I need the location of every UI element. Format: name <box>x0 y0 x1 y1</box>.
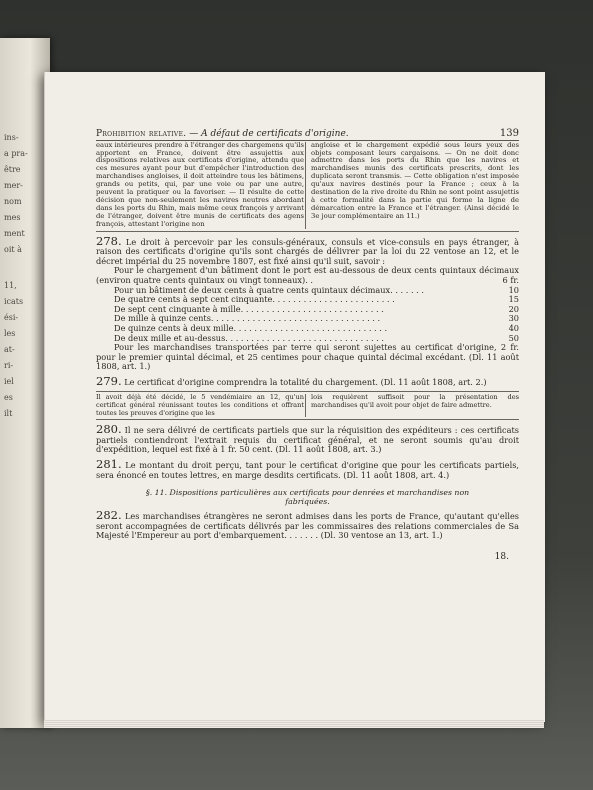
article-text: Le droit à percevoir par les consuls-généraux, consuls et vice-consuls en pays étranger, à raison des certificats d'origine qu'ils sont chargés de délivrer par la loi du 22 ventose an 12, et le décret impérial du 25 novembre 1807, est fixé ainsi qu'il suit, savoir : <box>96 236 519 266</box>
left-page-fragment: nom <box>4 197 22 206</box>
left-page-fragment: mer- <box>4 181 23 190</box>
rate-label: De quatre cents à sept cent cinquante. . . . . . . . . . . . . . . . . . . . . . . . <box>114 294 395 305</box>
note-right-column: lois requièrent suffisoit pour la présentation des marchandises qu'il avoit pour objet de faire admettre. <box>305 394 519 417</box>
rate-label: De mille à quinze cents. . . . . . . . . . . . . . . . . . . . . . . . . . . . . . . . . <box>114 313 381 324</box>
left-page-fragment: mes <box>4 213 21 222</box>
intro-note <box>96 142 519 232</box>
rate-table <box>96 286 519 344</box>
rate-lead-label: Pour le chargement d'un bâtiment dont le port est au-dessous de deux cents quintaux décimaux (environ quatre cents quintaux ou vingt tonneaux). . <box>96 265 519 285</box>
intro-left-column: eaux intérieures prendre à l'étranger des chargemens qu'ils apportent en France, doivent être assujettis aux dispositions relatives aux certificats d'origine, attendu que ces mesures ayant pour but d'empêcher l'introduction des marchandises angloises, il doit atteindre tous les bâtimens, grands ou petits, qui, par une voie ou par une autre, peuvent la pratiquer ou la favoriser. — Il résulte de cette décision que non-seulement les navires neutres abordant dans les ports du Rhin, mais même ceux françois y arrivant de l'étranger, doivent être munis de certificats des agens françois, attestant l'origine non <box>96 140 304 228</box>
rate-value: 50 <box>508 332 519 343</box>
left-page-fragment: a pra- <box>4 149 28 158</box>
left-page-fragment: ési- <box>4 313 19 322</box>
article-number: 280. <box>96 422 122 437</box>
left-page-fragment: ri- <box>4 361 14 370</box>
article-number: 278. <box>96 233 122 248</box>
left-page-fragment: es <box>4 393 13 402</box>
article-278 <box>96 233 519 372</box>
page-block-edge <box>44 720 544 728</box>
left-page-edge <box>0 38 50 728</box>
page-number: 139 <box>499 128 519 139</box>
note-left-column: Il avoit déjà été décidé, le 5 vendémiaire an 12, qu'un certificat général réunissant toutes les conditions et offrant toutes les preuves d'origine que les <box>96 393 304 417</box>
rate-value: 40 <box>508 322 519 333</box>
rate-value: 30 <box>508 313 519 324</box>
left-page-fragment: at- <box>4 345 15 354</box>
left-page-fragment: les <box>4 329 16 338</box>
left-page-fragment: 11, <box>4 281 17 290</box>
section-heading: §. 11. Dispositions particulières aux certificats pour denrées et marchandises non fabriquées. <box>145 488 470 507</box>
rate-lead-value: 6 fr. <box>502 274 519 285</box>
rate-label: De quinze cents à deux mille. . . . . . . . . . . . . . . . . . . . . . . . . . . . . . <box>114 322 388 333</box>
rate-label: Pour un bâtiment de deux cents à quatre cents quintaux décimaux. . . . . . . <box>114 284 424 295</box>
article-text: Les marchandises étrangères ne seront admises dans les ports de France, qu'autant qu'elles seront accompagnées de certificats délivrés par les commissaires des relations commerciales de Sa Majesté l'Empereur au port d'embarquement. . . . . . . (Dl. 30 ventose an 13, art. 1.) <box>96 511 519 541</box>
left-page-fragment: être <box>4 165 21 174</box>
left-page-fragment: oit à <box>4 245 22 254</box>
rate-tail: Pour les marchandises transportées par terre qui seront sujettes au certificat d'origine, 2 fr. pour le premier quintal décimal, et 25 centimes pour chaque quintal décimal excédant. (Dl. 11 août 1808, art. 1.) <box>96 342 519 372</box>
rate-label: De deux mille et au-dessus. . . . . . . . . . . . . . . . . . . . . . . . . . . . . . . <box>114 332 385 343</box>
rate-label: De sept cent cinquante à mille. . . . . . . . . . . . . . . . . . . . . . . . . . . . <box>114 303 384 314</box>
intro-right-column: angloise et le chargement expédié sous leurs yeux des objets composant leurs cargaisons. — On ne doit donc admettre dans les ports du Rhin que les navires et marchandises munis des certificats prescrits, dont les duplicata seront transmis. — Cette obligation n'est imposée qu'aux navires destinés pour la France ; ceux à la destination de la rive droite du Rhin ne sont point assujettis à cette formalité dans la partie qui forme la ligne de démarcation entre la France et l'étranger. (Ainsi décidé le 3e jour complémentaire an 11.) <box>305 142 519 229</box>
running-header <box>96 130 519 141</box>
article-number: 279. <box>96 373 122 388</box>
left-page-fragment: icats <box>4 297 24 306</box>
rate-value: 20 <box>508 303 519 314</box>
rate-value: 15 <box>508 294 519 305</box>
article-279 <box>96 373 519 388</box>
rate-value: 10 <box>508 284 519 295</box>
signature-mark: 18. <box>494 552 509 562</box>
article-text: Il ne sera délivré de certificats partiels que sur la réquisition des expéditeurs : ces certificats partiels contiendront l'extrait requis du certificat général, et ne seront soumis qu'au droit d'expédition, lequel est fixé à 1 fr. 50 cent. (Dl. 11 août 1808, art. 3.) <box>96 425 519 455</box>
article-number: 282. <box>96 508 122 523</box>
article-text: Le montant du droit perçu, tant pour le certificat d'origine que pour les certificats partiels, sera énoncé en toutes lettres, en marge desdits certificats. (Dl. 11 août 1808, art. 4.) <box>96 460 519 480</box>
article-281 <box>96 457 519 480</box>
running-title <box>96 130 349 139</box>
left-page-fragment: iel <box>4 377 14 386</box>
article-number: 281. <box>96 457 122 472</box>
rate-lead <box>96 266 519 285</box>
page-content <box>96 130 519 562</box>
article-text: Le certificat d'origine comprendra la totalité du chargement. (Dl. 11 août 1808, art. 2.) <box>121 376 487 387</box>
left-page-fragment: ment <box>4 229 25 238</box>
article-282 <box>96 508 519 541</box>
left-page-fragment: ins- <box>4 133 19 142</box>
running-title-smallcaps: Prohibition relative. <box>96 129 187 139</box>
left-page-fragment: ilt <box>4 409 13 418</box>
article-280 <box>96 422 519 455</box>
running-title-italic: — A défaut de certificats d'origine. <box>186 129 349 139</box>
note-279 <box>96 391 519 420</box>
